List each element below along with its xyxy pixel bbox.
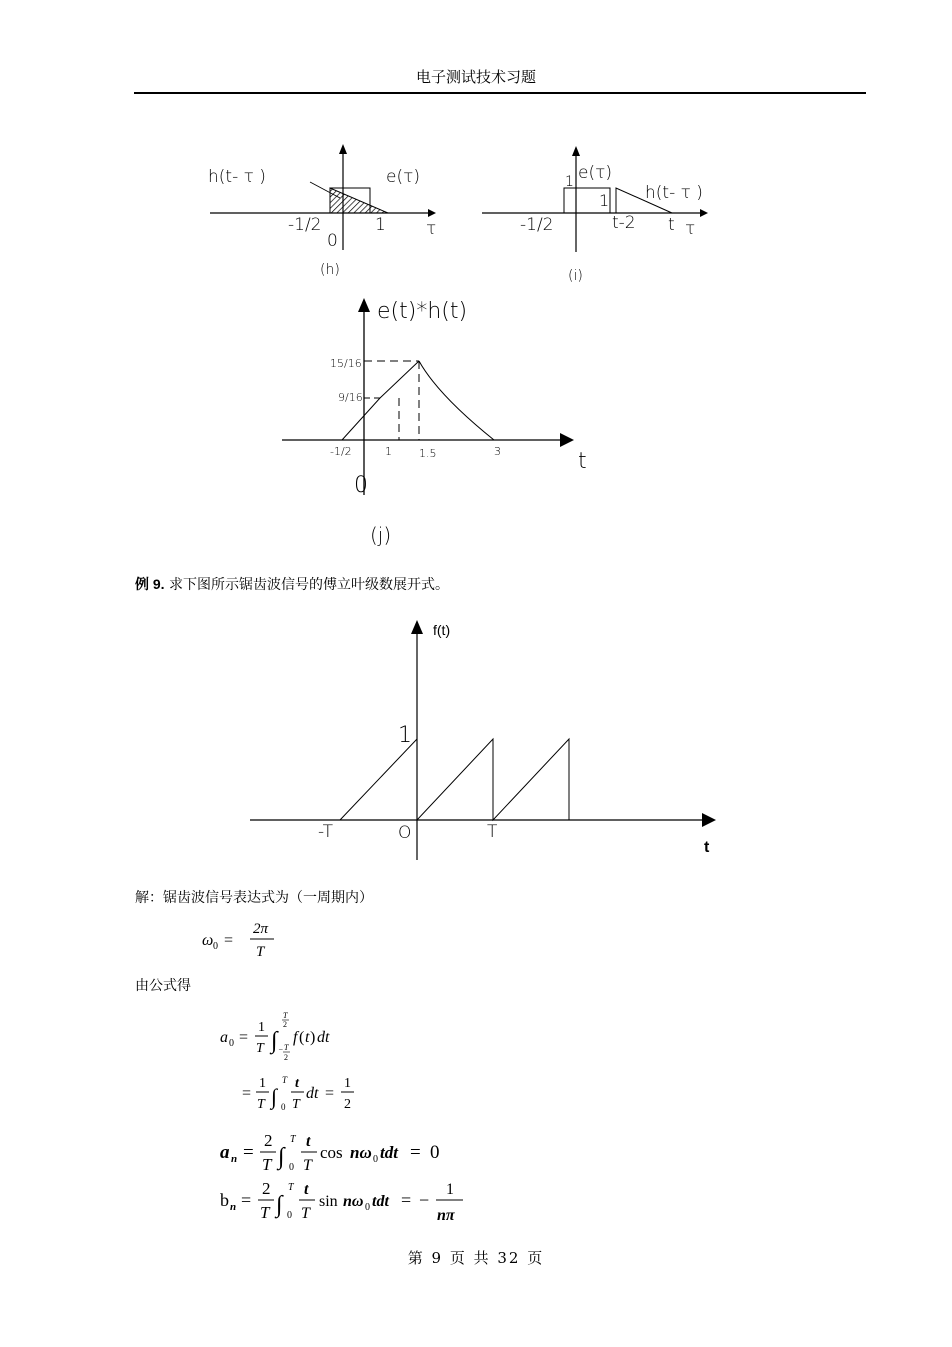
bn-formula [218,1176,498,1232]
an-formula [218,1126,498,1178]
svg-text:T: T [282,1075,288,1085]
svg-text:=: = [401,1190,412,1210]
svg-text:a: a [220,1029,228,1046]
svg-text:T: T [260,1203,270,1222]
a0-formula [218,1006,418,1068]
svg-text:0: 0 [289,1162,294,1173]
svg-text:−: − [419,1190,430,1210]
caption-i: (i) [568,268,583,284]
svg-text:t: t [304,1181,309,1198]
svg-text:−: − [278,1045,284,1054]
tick-T: T [487,822,498,842]
svg-text:ω: ω [202,932,214,949]
header-rule [134,92,866,94]
origin-O: O [398,823,412,843]
caption-j: (j) [370,523,392,547]
svg-text:2: 2 [264,1131,273,1150]
sawtooth-figure [250,612,730,862]
svg-text:T: T [262,1155,272,1174]
svg-text:2: 2 [262,1179,271,1198]
svg-text:n: n [230,1201,237,1213]
svg-text:t: t [305,1029,310,1046]
svg-text:nπ: nπ [437,1207,455,1224]
svg-text:sin: sin [319,1193,338,1210]
origin-label: 0 [327,231,338,251]
e-tau-label: e(τ) [578,163,612,183]
x-tick-neg-half: -1/2 [330,445,352,458]
svg-text:T: T [301,1205,310,1222]
svg-text:=: = [410,1142,421,1163]
svg-text:): ) [310,1029,316,1046]
page-header-title: 电子测试技术习题 [415,68,536,86]
x-tick-1: 1 [385,445,392,458]
svg-text:a: a [220,1142,230,1163]
tick-neg-T: -T [318,822,333,842]
svg-text:0: 0 [287,1210,292,1221]
tau-axis-label: τ [426,219,437,239]
svg-text:=: = [325,1085,335,1102]
svg-text:=: = [241,1190,252,1210]
svg-text:cos: cos [320,1143,343,1162]
svg-text:=: = [242,1085,252,1102]
svg-text:0: 0 [365,1202,370,1213]
svg-text:=: = [239,1029,249,1046]
svg-text:=: = [224,932,234,949]
svg-text:T: T [284,1043,289,1052]
x-tick-1-5: 1.5 [419,447,437,460]
svg-text:1: 1 [446,1181,454,1198]
convolution-label: e(t)*h(t) [377,299,468,324]
svg-text:2: 2 [344,1097,351,1112]
tau-axis-label: τ [685,219,696,239]
figure-h [200,140,460,280]
svg-text:0: 0 [213,941,218,952]
figure-i [480,140,760,285]
svg-text:T: T [303,1157,312,1174]
f-t-label: f(t) [433,622,451,638]
caption-h: (h) [320,262,340,278]
svg-text:nω: nω [343,1193,364,1210]
tick-neg-half: -1/2 [520,215,554,235]
t-axis-label: t [578,449,587,474]
svg-text:T: T [256,944,265,960]
svg-text:t: t [295,1076,299,1091]
svg-text:nω: nω [350,1143,372,1162]
figure-j [280,290,610,550]
h-shift-label: h(t- τ ) [208,167,266,187]
svg-text:dt: dt [317,1029,330,1046]
tick-t: t [668,215,675,235]
h-shift-label: h(t- τ ) [645,183,703,203]
svg-text:0: 0 [229,1038,234,1049]
e-tau-label: e(τ) [386,167,420,187]
svg-text:2: 2 [284,1053,288,1062]
svg-text:dt: dt [306,1085,319,1102]
svg-text:1: 1 [259,1076,266,1091]
svg-text:=: = [243,1142,254,1163]
example-label: 例 9. [135,576,165,592]
example-9 [135,574,449,594]
origin-label: 0 [354,473,368,498]
svg-text:tdt: tdt [372,1193,389,1210]
a0-result-formula [240,1068,400,1120]
amplitude-one: 1 [398,723,412,748]
svg-text:1: 1 [258,1020,265,1035]
svg-text:T: T [256,1041,264,1056]
svg-text:t: t [306,1133,311,1150]
t-axis-label: t [704,839,710,856]
by-formula: 由公式得 [135,978,191,994]
page-footer: 第 9 页 共 32 页 [407,1249,545,1267]
tick-neg-half: -1/2 [288,215,322,235]
svg-text:1: 1 [344,1076,351,1091]
svg-text:T: T [257,1097,265,1112]
y-tick-15-16: 15/16 [330,357,362,370]
svg-text:0: 0 [373,1154,378,1165]
tick-t-minus-2: t-2 [612,213,636,233]
svg-text:T: T [288,1182,294,1193]
svg-text:tdt: tdt [380,1143,398,1162]
svg-text:T: T [290,1134,296,1145]
tick-one: 1 [375,215,386,235]
x-tick-3: 3 [494,445,501,458]
svg-text:2: 2 [283,1020,287,1029]
solution-intro: 解：锯齿波信号表达式为（一周期内） [135,890,373,906]
svg-text:0: 0 [281,1102,286,1112]
y-tick-9-16: 9/16 [338,391,363,404]
svg-text:2π: 2π [253,921,269,937]
svg-text:T: T [292,1097,300,1112]
omega-formula [200,918,320,964]
svg-text:∫: ∫ [271,1084,278,1109]
svg-text:(: ( [299,1029,305,1046]
svg-text:b: b [220,1190,229,1210]
svg-text:∫: ∫ [278,1144,285,1170]
example-text: 求下图所示锯齿波信号的傅立叶级数展开式。 [169,577,450,593]
height-one-left: 1 [565,174,574,190]
svg-text:T: T [283,1011,288,1020]
svg-text:0: 0 [430,1142,440,1163]
svg-text:f: f [293,1029,298,1046]
svg-text:∫: ∫ [276,1192,283,1218]
svg-text:n: n [231,1153,238,1165]
height-one-inside: 1 [599,191,610,210]
svg-text:∫: ∫ [271,1028,278,1054]
